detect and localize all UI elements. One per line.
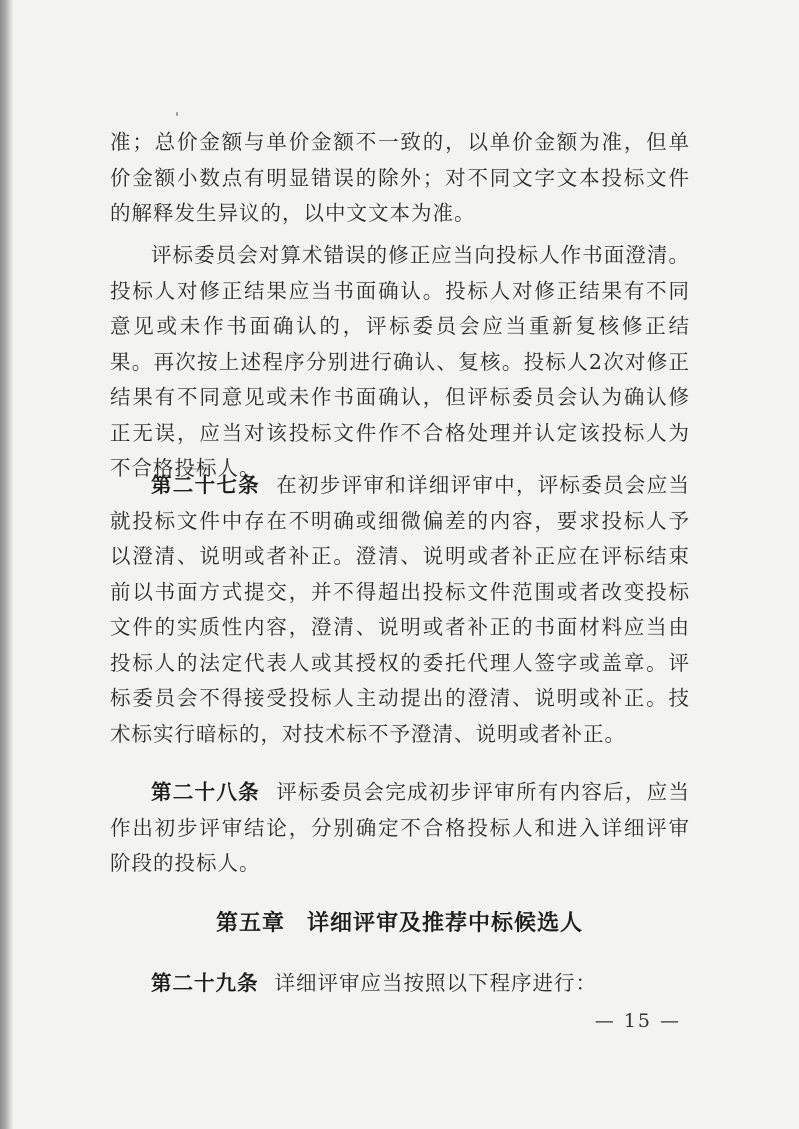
scan-speck xyxy=(176,112,178,116)
article-29 xyxy=(110,966,690,1002)
chapter-title: 详细评审及推荐中标候选人 xyxy=(307,911,584,936)
page-number: — 15 — xyxy=(594,1010,681,1032)
article-27 xyxy=(110,468,690,752)
article-28 xyxy=(110,775,690,882)
chapter-number: 第五章 xyxy=(215,911,285,936)
scan-edge xyxy=(0,0,13,1129)
paragraph-continued: 准；总价金额与单价金额不一致的，以单价金额为准，但单价金额小数点有明显错误的除外；对不同文字文本投标文件的解释发生异议的，以中文文本为准。 xyxy=(110,130,690,225)
chapter-heading xyxy=(0,906,799,937)
article-27-number: 第二十七条 xyxy=(151,473,260,497)
article-29-number: 第二十九条 xyxy=(151,971,259,995)
article-28-number: 第二十八条 xyxy=(151,780,260,804)
article-27-text: 在初步评审和详细评审中，评标委员会应当就投标文件中存在不明确或细微偏差的内容，要求投标人予以澄清、说明或者补正。澄清、说明或者补正应在评标结束前以书面方式提交，并不得超出投标文件范围或者改变投标文件的实质性内容，澄清、说明或者补正的书面材料应当由投标人的法定代表人或其授权的委托代理人签字或盖章。评标委员会不得接受投标人主动提出的澄清、说明或补正。技术标实行暗标的，对技术标不予澄清、说明或者补正。 xyxy=(110,473,691,746)
article-28-text: 评标委员会完成初步评审所有内容后，应当作出初步评审结论，分别确定不合格投标人和进入详细评审阶段的投标人。 xyxy=(110,780,691,875)
article-29-text: 详细评审应当按照以下程序进行： xyxy=(274,971,597,995)
paragraph-arithmetic-correction: 评标委员会对算术错误的修正应当向投标人作书面澄清。投标人对修正结果应当书面确认。投标人对修正结果有不同意见或未作书面确认的，评标委员会应当重新复核修正结果。再次按上述程序分别进行确认、复核。投标人2次对修正结果有不同意见或未作书面确认，但评标委员会认为确认修正无误，应当对该投标文件作不合格处理并认定该投标人为不合格投标人。 xyxy=(110,243,690,480)
